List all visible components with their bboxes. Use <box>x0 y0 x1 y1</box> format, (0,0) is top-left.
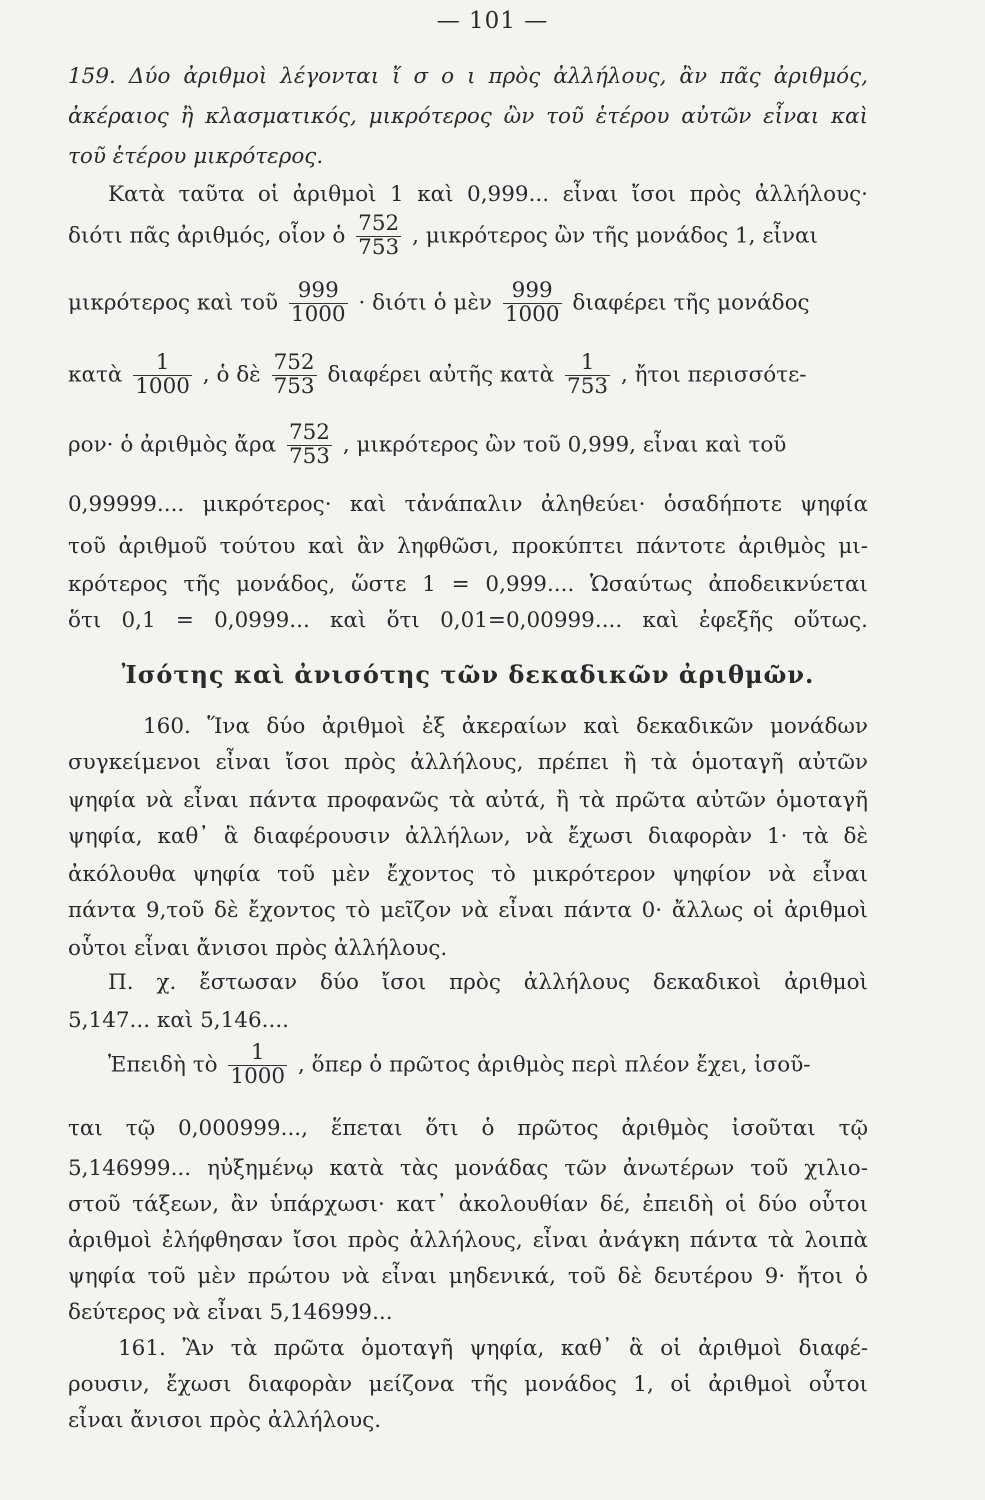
fraction-752-753: $\frac{752}{753}$ <box>358 211 400 260</box>
s159-line-8 <box>68 422 868 468</box>
fraction-1-753: $\frac{1}{753}$ <box>567 350 609 399</box>
s160-line-6: πάντα 9,τοῦ δὲ ἔχοντος τὸ μεῖζον νὰ εἶναι πάντα 0· ἄλλως οἱ ἀριθμοὶ <box>68 898 868 923</box>
s159-line-7-text-b: , ὁ δὲ <box>202 362 261 388</box>
s160-line-8: Π. χ. ἔστωσαν δύο ἴσοι πρὸς ἀλλήλους δεκαδικοὶ ἀριθμοὶ <box>108 970 868 995</box>
fraction-999-1000-b: $\frac{999}{1000}$ <box>504 278 560 327</box>
s160-line-5: ἀκόλουθα ψηφία τοῦ μὲν ἔχοντος τὸ μικρότερον ψηφίον νὰ εἶναι <box>68 862 868 887</box>
s159-line-5-text-b: , μικρότερος ὢν τῆς μονάδος 1, εἶναι <box>412 223 818 249</box>
s160-line-2: συγκείμενοι εἶναι ἴσοι πρὸς ἀλλήλους, πρέπει ἢ τὰ ὁμοταγῆ αὐτῶν <box>68 750 868 775</box>
s160-line-4: ψηφία, καθ᾽ ἃ διαφέρουσιν ἀλλήλων, νὰ ἔχωσι διαφορὰν 1· τὰ δὲ <box>68 824 868 849</box>
s159-line-6-text-a: μικρότερος καὶ τοῦ <box>68 290 279 316</box>
s159-line-7-text-c: διαφέρει αὐτῆς κατὰ <box>327 362 555 388</box>
s159-line-1: 159. Δύο ἀριθμοὶ λέγονται ἴ σ ο ι πρὸς ἀλλήλους, ἂν πᾶς ἀριθμός, <box>68 64 868 89</box>
s159-line-10: τοῦ ἀριθμοῦ τούτου καὶ ἂν ληφθῶσι, προκύπτει πάντοτε ἀριθμὸς μι- <box>68 534 868 559</box>
s159-line-6-text-c: διαφέρει τῆς μονάδος <box>572 290 810 316</box>
s159-line-2: ἀκέραιος ἢ κλασματικός, μικρότερος ὢν τοῦ ἑτέρου αὐτῶν εἶναι καὶ <box>68 104 868 129</box>
s159-line-7 <box>68 352 868 398</box>
s159-line-12: ὅτι 0,1 = 0,0999... καὶ ὅτι 0,01=0,00999.... καὶ ἐφεξῆς οὕτως. <box>68 608 868 633</box>
fraction-752-753-b: $\frac{752}{753}$ <box>273 350 315 399</box>
s159-line-11: κρότερος τῆς μονάδος, ὥστε 1 = 0,999.... Ὡσαύτως ἀποδεικνύεται <box>68 572 868 597</box>
s159-line-5 <box>68 213 868 259</box>
section-heading: Ἰσότης καὶ ἀνισότης τῶν δεκαδικῶν ἀριθμῶν. <box>121 660 815 689</box>
s159-line-8-text-b: , μικρότερος ὢν τοῦ 0,999, εἶναι καὶ τοῦ <box>342 432 787 458</box>
s159-line-4: Κατὰ ταῦτα οἱ ἀριθμοὶ 1 καὶ 0,999... εἶναι ἴσοι πρὸς ἀλλήλους· <box>108 182 868 207</box>
s160-line-10-text-a: Ἐπειδὴ τὸ <box>108 1052 218 1078</box>
page-number: — 101 — <box>436 8 549 34</box>
s160-line-16: δεύτερος νὰ εἶναι 5,146999... <box>68 1300 393 1325</box>
fraction-999-1000-a: $\frac{999}{1000}$ <box>290 278 346 327</box>
s161-line-3: εἶναι ἄνισοι πρὸς ἀλλήλους. <box>68 1408 382 1433</box>
fraction-752-753-c: $\frac{752}{753}$ <box>288 420 330 469</box>
fraction-1-1000-b: $\frac{1}{1000}$ <box>230 1040 286 1089</box>
s160-line-13: στοῦ τάξεων, ἂν ὑπάρχωσι· κατ᾽ ἀκολουθίαν δέ, ἐπειδὴ οἱ δύο οὗτοι <box>68 1192 868 1217</box>
s161-line-2: ρουσιν, ἔχωσι διαφορὰν μείζονα τῆς μονάδος 1, οἱ ἀριθμοὶ οὗτοι <box>68 1372 868 1397</box>
s160-line-7: οὗτοι εἶναι ἄνισοι πρὸς ἀλλήλους. <box>68 936 448 961</box>
s159-line-7-text-d: , ἤτοι περισσότε- <box>620 362 807 388</box>
s160-line-10 <box>68 1042 908 1088</box>
s159-line-6 <box>68 280 868 326</box>
s160-line-10-text-b: , ὅπερ ὁ πρῶτος ἀριθμὸς περὶ πλέον ἔχει, ἰσοῦ- <box>297 1052 811 1078</box>
s159-line-8-text-a: ρον· ὁ ἀριθμὸς ἄρα <box>68 432 277 458</box>
s161-line-1: 161. Ἂν τὰ πρῶτα ὁμοταγῆ ψηφία, καθ᾽ ἃ οἱ ἀριθμοὶ διαφέ- <box>118 1336 868 1361</box>
fraction-1-1000: $\frac{1}{1000}$ <box>135 350 190 399</box>
s159-line-3: τοῦ ἑτέρου μικρότερος. <box>68 144 324 169</box>
s159-line-6-text-b: · διότι ὁ μὲν <box>358 290 492 316</box>
s160-line-11: ται τῷ 0,000999..., ἕπεται ὅτι ὁ πρῶτος ἀριθμὸς ἰσοῦται τῷ <box>68 1116 868 1141</box>
s159-line-7-text-a: κατὰ <box>68 362 123 388</box>
s159-line-5-text-a: διότι πᾶς ἀριθμός, οἷον ὁ <box>68 223 346 249</box>
s160-line-12: 5,146999... ηὐξημένῳ κατὰ τὰς μονάδας τῶν ἀνωτέρων τοῦ χιλιο- <box>68 1156 868 1181</box>
s160-line-3: ψηφία νὰ εἶναι πάντα προφανῶς τὰ αὐτά, ἢ τὰ πρῶτα αὐτῶν ὁμοταγῆ <box>68 788 868 813</box>
s160-line-14: ἀριθμοὶ ἐλήφθησαν ἴσοι πρὸς ἀλλήλους, εἶναι ἀνάγκη πάντα τὰ λοιπὰ <box>68 1228 868 1253</box>
s159-line-9: 0,99999.... μικρότερος· καὶ τἀνάπαλιν ἀληθεύει· ὁσαδήποτε ψηφία <box>68 492 868 517</box>
s160-line-9: 5,147... καὶ 5,146.... <box>68 1008 289 1033</box>
s160-line-1: 160. Ἵνα δύο ἀριθμοὶ ἐξ ἀκεραίων καὶ δεκαδικῶν μονάδων <box>143 714 868 739</box>
s160-line-15: ψηφία τοῦ μὲν πρώτου νὰ εἶναι μηδενικά, τοῦ δὲ δευτέρου 9· ἤτοι ὁ <box>68 1264 868 1289</box>
